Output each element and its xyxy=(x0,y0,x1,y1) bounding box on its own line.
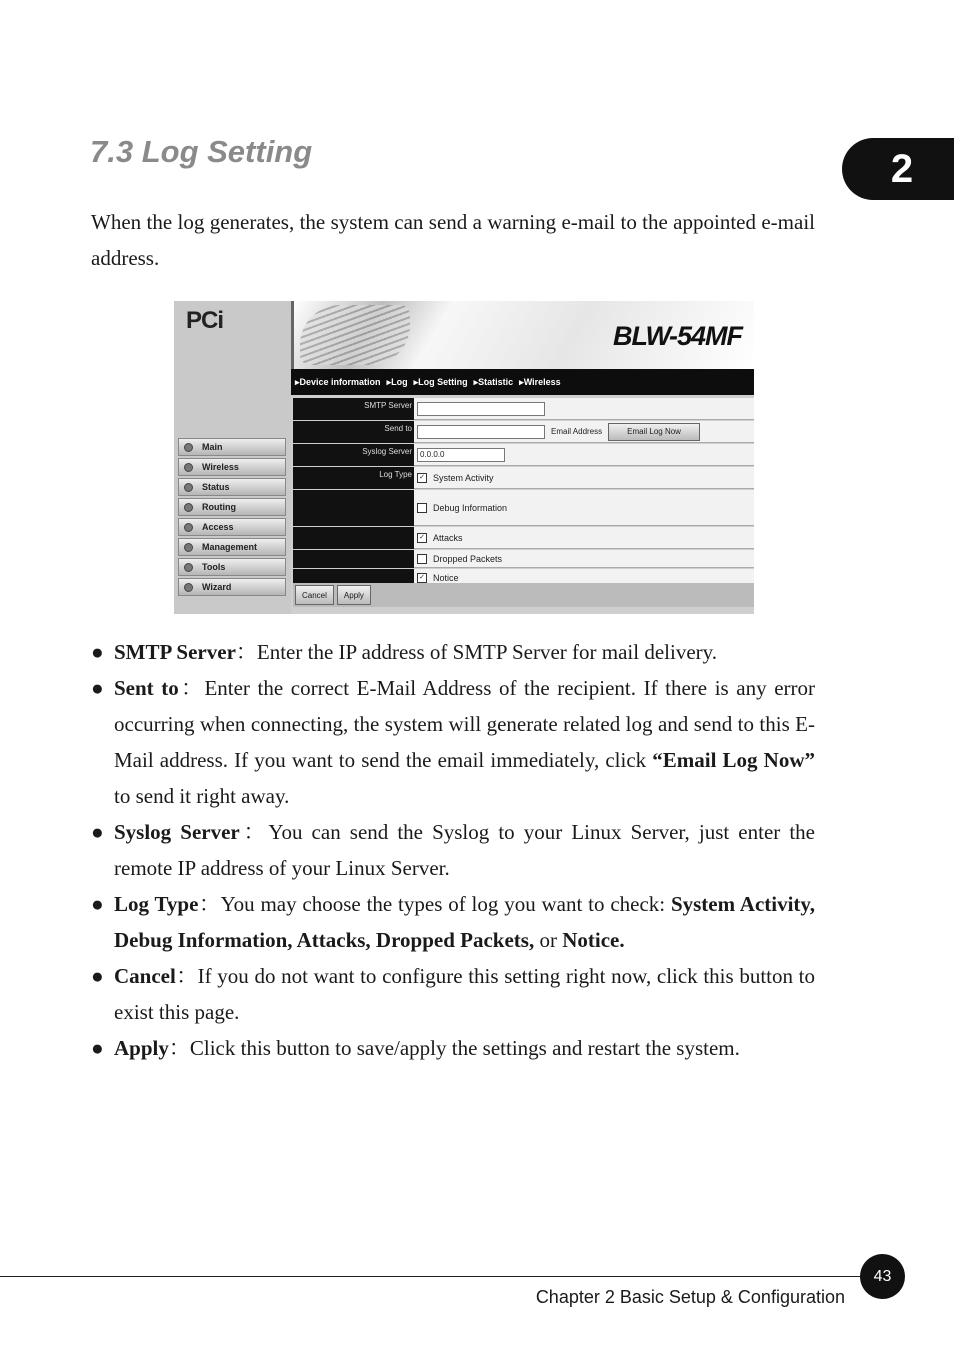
footer-rule xyxy=(0,1276,870,1277)
router-sidebar xyxy=(174,301,291,614)
menu-item-access[interactable] xyxy=(178,518,286,536)
logtype-row-debug xyxy=(293,490,754,526)
syslog-server-input[interactable]: 0.0.0.0 xyxy=(417,448,505,462)
description: You may choose the types of log you want to check: xyxy=(220,892,671,916)
router-ui-screenshot xyxy=(174,301,754,614)
email-address-label: Email Address xyxy=(551,427,603,436)
chapter-tab: 2 xyxy=(842,138,954,200)
menu-bullet-icon xyxy=(184,583,193,592)
sendto-label: Send to xyxy=(293,421,414,443)
breadcrumb-item[interactable]: ▸Device information xyxy=(295,376,381,387)
page-number: 43 xyxy=(860,1254,905,1299)
separator: ： xyxy=(168,1036,190,1060)
term: Sent to xyxy=(114,676,179,700)
breadcrumb-item[interactable]: ▸Log Setting xyxy=(413,376,468,387)
menu-bullet-icon xyxy=(184,503,193,512)
description: Click this button to save/apply the settings and restart the system. xyxy=(189,1036,740,1060)
smtp-label: SMTP Server xyxy=(293,398,414,420)
menu-item-label: Wireless xyxy=(202,462,239,472)
bullet-icon: ● xyxy=(91,676,104,700)
breadcrumb-item[interactable]: ▸Wireless xyxy=(519,376,561,387)
separator: ： xyxy=(178,676,205,700)
bullet-icon: ● xyxy=(91,964,104,988)
banner-graphic xyxy=(300,305,410,365)
description: Enter the IP address of SMTP Server for mail delivery. xyxy=(256,640,718,664)
syslog-row xyxy=(293,444,754,466)
list-item xyxy=(91,958,815,1030)
separator: ： xyxy=(235,640,257,664)
checkbox-dropped-packets[interactable] xyxy=(417,554,427,564)
checkbox-label: System Activity xyxy=(433,472,494,483)
checkbox-system-activity[interactable]: ✓ xyxy=(417,473,427,483)
description: Enter the correct E-Mail Address of the recipient. If there is any error occurring when connecting, the system will generate related log and send to this E-Mail address. If you want to send the email immediately, click xyxy=(114,676,816,772)
checkbox-label: Attacks xyxy=(433,532,463,543)
term: Log Type xyxy=(114,892,199,916)
menu-item-label: Access xyxy=(202,522,234,532)
description: to send it right away. xyxy=(114,784,290,808)
form-buttons xyxy=(293,583,754,607)
breadcrumb-item[interactable]: ▸Statistic xyxy=(473,376,514,387)
menu-item-wizard[interactable] xyxy=(178,578,286,596)
sendto-row xyxy=(293,421,754,443)
menu-item-main[interactable] xyxy=(178,438,286,456)
term: SMTP Server xyxy=(114,640,236,664)
description: You can send the Syslog to your Linux Server, just enter the remote IP address of your Linux Server. xyxy=(114,820,816,880)
emphasis: Notice. xyxy=(562,928,625,952)
apply-button[interactable]: Apply xyxy=(337,585,371,605)
bullet-icon: ● xyxy=(91,820,104,844)
menu-item-label: Status xyxy=(202,482,230,492)
menu-bullet-icon xyxy=(184,443,193,452)
checkbox-debug-information[interactable] xyxy=(417,503,427,513)
checkbox-label: Debug Information xyxy=(433,502,508,513)
separator: ： xyxy=(175,964,198,988)
email-log-now-button[interactable]: Email Log Now xyxy=(608,423,700,441)
separator: ： xyxy=(239,820,269,844)
syslog-label: Syslog Server xyxy=(293,444,414,466)
product-name: BLW-54MF xyxy=(613,321,742,351)
field-descriptions xyxy=(91,634,815,1066)
section-title: 7.3 Log Setting xyxy=(90,134,313,169)
checkbox-label: Notice xyxy=(433,572,459,583)
term: Syslog Server xyxy=(114,820,240,844)
separator: ： xyxy=(198,892,221,916)
menu-item-label: Wizard xyxy=(202,582,232,592)
list-item xyxy=(91,670,815,814)
menu-item-routing[interactable] xyxy=(178,498,286,516)
breadcrumb xyxy=(291,369,754,395)
emphasis: System Activity, Debug Information, Attacks, Dropped Packets, xyxy=(114,892,816,952)
empty-label xyxy=(293,490,414,526)
bullet-icon: ● xyxy=(91,640,104,664)
menu-item-management[interactable] xyxy=(178,538,286,556)
intro-paragraph: When the log generates, the system can send a warning e-mail to the appointed e-mail address. xyxy=(91,210,815,270)
router-banner xyxy=(291,301,754,369)
logtype-label: Log Type xyxy=(293,467,414,489)
menu-item-tools[interactable] xyxy=(178,558,286,576)
list-item xyxy=(91,634,815,670)
bullet-icon: ● xyxy=(91,892,104,916)
menu-item-label: Routing xyxy=(202,502,236,512)
menu-bullet-icon xyxy=(184,483,193,492)
menu-bullet-icon xyxy=(184,523,193,532)
term: Apply xyxy=(114,1036,169,1060)
menu-bullet-icon xyxy=(184,543,193,552)
checkbox-notice[interactable]: ✓ xyxy=(417,573,427,583)
logtype-row-attacks xyxy=(293,527,754,549)
term: Cancel xyxy=(114,964,176,988)
router-menu xyxy=(178,438,286,598)
menu-item-label: Main xyxy=(202,442,223,452)
menu-item-label: Management xyxy=(202,542,258,552)
menu-item-wireless[interactable] xyxy=(178,458,286,476)
empty-label xyxy=(293,527,414,549)
description: or xyxy=(534,928,563,952)
logtype-row-system-activity xyxy=(293,467,754,489)
empty-label xyxy=(293,550,414,568)
list-item xyxy=(91,1030,815,1066)
emphasis: “Email Log Now” xyxy=(652,748,815,772)
send-to-input[interactable] xyxy=(417,425,545,439)
cancel-button[interactable]: Cancel xyxy=(295,585,334,605)
menu-item-status[interactable] xyxy=(178,478,286,496)
menu-bullet-icon xyxy=(184,463,193,472)
logtype-row-dropped xyxy=(293,550,754,568)
bullet-icon: ● xyxy=(91,1036,104,1060)
menu-bullet-icon xyxy=(184,563,193,572)
running-footer: Chapter 2 Basic Setup & Configuration xyxy=(535,1287,845,1307)
menu-item-label: Tools xyxy=(202,562,226,572)
log-setting-form xyxy=(293,398,754,588)
smtp-row xyxy=(293,398,754,420)
smtp-server-input[interactable] xyxy=(417,402,545,416)
list-item xyxy=(91,886,815,958)
checkbox-attacks[interactable]: ✓ xyxy=(417,533,427,543)
pci-logo: PCi xyxy=(186,307,224,334)
checkbox-label: Dropped Packets xyxy=(433,553,503,564)
breadcrumb-item[interactable]: ▸Log xyxy=(386,376,408,387)
description: If you do not want to configure this setting right now, click this button to exist this page. xyxy=(114,964,816,1024)
list-item xyxy=(91,814,815,886)
